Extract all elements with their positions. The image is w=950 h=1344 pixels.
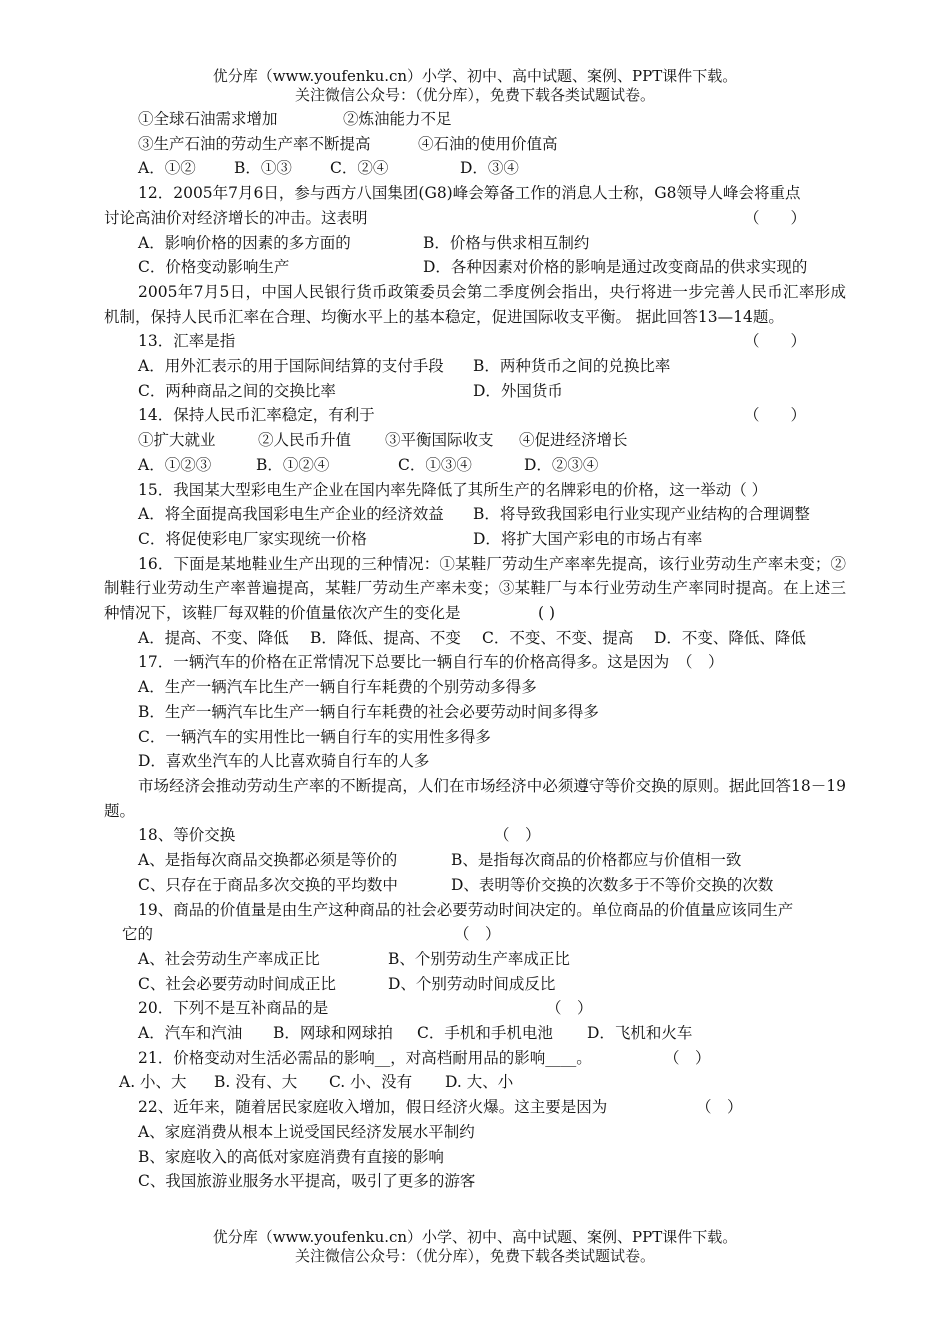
q15-option-c: C．将促使彩电厂家实现统一价格 bbox=[138, 529, 367, 548]
q11-option-c: C．②④ bbox=[330, 159, 389, 178]
q13-options-row2 bbox=[104, 379, 846, 404]
q21-option-d: D. 大、小 bbox=[445, 1073, 514, 1092]
q14-option-a: A．①②③ bbox=[138, 455, 212, 474]
header-line-1: 优分库（www.youfenku.cn）小学、初中、高中试题、案例、PPT课件下载。 bbox=[212, 67, 738, 85]
q11-item-3: ③生产石油的劳动生产率不断提高 bbox=[138, 134, 371, 153]
q22-option-a: A、家庭消费从根本上说受国民经济发展水平制约 bbox=[138, 1122, 475, 1141]
q12-option-a: A．影响价格的因素的多方面的 bbox=[138, 233, 351, 252]
q18-option-a: A、是指每次商品交换都必须是等价的 bbox=[138, 851, 398, 870]
q12-option-d: D．各种因素对价格的影响是通过改变商品的供求实现的 bbox=[423, 258, 808, 277]
q16-options bbox=[104, 626, 846, 651]
q20-stem bbox=[104, 996, 846, 1021]
q14-options bbox=[104, 453, 846, 478]
q14-stem bbox=[104, 403, 846, 428]
q18-option-b: B、是指每次商品的价格都应与价值相一致 bbox=[451, 851, 742, 870]
q11-item-1: ①全球石油需求增加 bbox=[138, 110, 278, 128]
footer-line-1: 优分库（www.youfenku.cn）小学、初中、高中试题、案例、PPT课件下载。 bbox=[212, 1228, 738, 1246]
q18-option-d: D、表明等价交换的次数多于不等价交换的次数 bbox=[451, 875, 774, 894]
q14-option-c: C．①③④ bbox=[398, 455, 472, 474]
q15-options-row2 bbox=[104, 527, 846, 552]
q18-options-row2 bbox=[104, 873, 846, 898]
q16-option-d: D．不变、降低、降低 bbox=[654, 628, 806, 647]
q14-option-b: B．①②④ bbox=[256, 455, 330, 474]
q19-options-row2 bbox=[104, 972, 846, 997]
q17-option-b: B．生产一辆汽车比生产一辆自行车耗费的社会必要劳动时间多得多 bbox=[138, 702, 599, 721]
q18-stem-text: 18、等价交换 bbox=[138, 826, 236, 845]
q20-option-a: A．汽车和汽油 bbox=[138, 1024, 243, 1043]
q20-stem-text: 20．下列不是互补商品的是 bbox=[138, 999, 329, 1018]
q14-option-d: D．②③④ bbox=[524, 455, 599, 474]
q16-option-c: C．不变、不变、提高 bbox=[482, 628, 634, 647]
q17-stem: 17．一辆汽车的价格在正常情况下总要比一辆自行车的价格高得多。这是因为 （ ） bbox=[138, 653, 724, 672]
q19-stem-line-1: 19、商品的价值量是由生产这种商品的社会必要劳动时间决定的。单位商品的价值量应该同生产 bbox=[138, 900, 794, 919]
q14-item-3: ③平衡国际收支 bbox=[385, 431, 494, 450]
q13-answer-blank: （ ） bbox=[744, 332, 807, 351]
q11-item-4: ④石油的使用价值高 bbox=[418, 134, 558, 153]
page-footer bbox=[0, 1228, 950, 1266]
q14-answer-blank: （ ） bbox=[744, 406, 807, 425]
q13-option-a: A．用外汇表示的用于国际间结算的支付手段 bbox=[138, 357, 444, 376]
q18-options-row1 bbox=[104, 848, 846, 873]
q21-answer-blank: （ ） bbox=[664, 1048, 711, 1067]
footer-line-2: 关注微信公众号：（优分库），免费下载各类试题试卷。 bbox=[294, 1247, 655, 1265]
q22-answer-blank: （ ） bbox=[696, 1098, 743, 1117]
q13-option-d: D．外国货币 bbox=[473, 381, 563, 400]
q15-options-row1 bbox=[104, 502, 846, 527]
q15-option-a: A．将全面提高我国彩电生产企业的经济效益 bbox=[138, 505, 444, 524]
q13-option-b: B．两种货币之间的兑换比率 bbox=[473, 357, 671, 376]
q12-option-c: C．价格变动影响生产 bbox=[138, 258, 290, 277]
q16-option-b: B．降低、提高、不变 bbox=[310, 628, 461, 647]
q12-options-row2 bbox=[104, 255, 846, 280]
q15-stem: 15．我国某大型彩电生产企业在国内率先降低了其所生产的名牌彩电的价格，这一举动（ ） bbox=[138, 480, 768, 499]
q22-option-c: C、我国旅游业服务水平提高，吸引了更多的游客 bbox=[138, 1172, 476, 1191]
q14-item-4: ④促进经济增长 bbox=[519, 431, 628, 450]
q21-options bbox=[104, 1070, 846, 1095]
q20-answer-blank: （ ） bbox=[546, 999, 593, 1018]
q19-answer-blank: （ ） bbox=[454, 925, 501, 944]
q19-option-c: C、社会必要劳动时间成正比 bbox=[138, 974, 336, 993]
q12-answer-blank: （ ） bbox=[744, 208, 807, 227]
q11-items-row1 bbox=[104, 107, 846, 132]
q20-option-c: C．手机和手机电池 bbox=[417, 1024, 553, 1043]
q19-option-d: D、个别劳动时间成反比 bbox=[388, 974, 556, 993]
header-line-2: 关注微信公众号：（优分库），免费下载各类试题试卷。 bbox=[294, 86, 655, 104]
q13-stem bbox=[104, 329, 846, 354]
q19-options-row1 bbox=[104, 947, 846, 972]
q22-stem-text: 22、近年来，随着居民家庭收入增加，假日经济火爆。这主要是因为 bbox=[138, 1098, 608, 1117]
q21-option-a: A. 小、大 bbox=[119, 1073, 187, 1092]
q14-stem-text: 14．保持人民币汇率稳定，有利于 bbox=[138, 406, 375, 425]
q14-item-1: ①扩大就业 bbox=[138, 431, 216, 450]
q19-option-b: B、个别劳动生产率成正比 bbox=[388, 949, 570, 968]
passage-18-19: 市场经济会推动劳动生产率的不断提高，人们在市场经济中必须遵守等价交换的原则。据此回答18－19题。 bbox=[104, 776, 846, 820]
page-header bbox=[0, 67, 950, 105]
passage-13-14: 2005年7月5日，中国人民银行货币政策委员会第二季度例会指出，央行将进一步完善人民币汇率形成机制，保持人民币汇率在合理、均衡水平上的基本稳定，促进国际收支平衡。 据此回答13—14题。 bbox=[104, 282, 846, 326]
q18-answer-blank: （ ） bbox=[494, 826, 541, 845]
q21-option-c: C. 小、没有 bbox=[329, 1073, 413, 1092]
q11-option-b: B．①③ bbox=[234, 159, 292, 178]
q12-stem-line-2 bbox=[104, 206, 846, 231]
q15-option-b: B．将导致我国彩电行业实现产业结构的合理调整 bbox=[473, 505, 810, 524]
q15-option-d: D．将扩大国产彩电的市场占有率 bbox=[473, 529, 703, 548]
q16-stem: 16．下面是某地鞋业生产出现的三种情况：①某鞋厂劳动生产率率先提高，该行业劳动生产率未变；②制鞋行业劳动生产率普遍提高，某鞋厂劳动生产率未变；③某鞋厂与本行业劳动生产率同时提高。在上述三种情况下，该鞋厂每双鞋的价值量依次产生的变化是 ( ) bbox=[104, 554, 846, 623]
q14-item-2: ②人民币升值 bbox=[258, 431, 352, 450]
q12-stem-text: 讨论高油价对经济增长的冲击。这表明 bbox=[104, 208, 368, 227]
q12-options-row1 bbox=[104, 231, 846, 256]
exam-content bbox=[104, 107, 846, 1194]
q13-option-c: C．两种商品之间的交换比率 bbox=[138, 381, 336, 400]
q18-stem bbox=[104, 823, 846, 848]
q12-stem-line-1: 12．2005年7月6日，参与西方八国集团(G8)峰会筹备工作的消息人士称，G8领导人峰会将重点 bbox=[138, 184, 801, 203]
q11-items-row2 bbox=[104, 132, 846, 157]
q17-option-c: C．一辆汽车的实用性比一辆自行车的实用性多得多 bbox=[138, 727, 491, 746]
q19-option-a: A、社会劳动生产率成正比 bbox=[138, 949, 320, 968]
q11-options bbox=[104, 156, 846, 181]
q16-option-a: A．提高、不变、降低 bbox=[138, 628, 289, 647]
q11-item-2: ②炼油能力不足 bbox=[343, 110, 452, 128]
q21-option-b: B. 没有、大 bbox=[214, 1073, 298, 1092]
q13-options-row1 bbox=[104, 354, 846, 379]
q20-option-b: B．网球和网球拍 bbox=[273, 1024, 393, 1043]
q22-option-b: B、家庭收入的高低对家庭消费有直接的影响 bbox=[138, 1147, 444, 1166]
q21-stem-text: 21．价格变动对生活必需品的影响__，对高档耐用品的影响____。 bbox=[138, 1048, 592, 1067]
q19-stem-text: 它的 bbox=[122, 925, 154, 944]
q13-stem-text: 13．汇率是指 bbox=[138, 332, 236, 351]
q17-option-a: A．生产一辆汽车比生产一辆自行车耗费的个别劳动多得多 bbox=[138, 678, 537, 697]
q19-stem-line-2 bbox=[104, 922, 846, 947]
q17-option-d: D．喜欢坐汽车的人比喜欢骑自行车的人多 bbox=[138, 752, 430, 771]
q11-option-a: A．①② bbox=[138, 159, 196, 178]
q20-option-d: D．飞机和火车 bbox=[587, 1024, 693, 1043]
q21-stem bbox=[104, 1046, 846, 1071]
q14-items bbox=[104, 428, 846, 453]
q12-option-b: B．价格与供求相互制约 bbox=[423, 233, 590, 252]
q20-options bbox=[104, 1021, 846, 1046]
q11-option-d: D．③④ bbox=[460, 159, 519, 178]
q18-option-c: C、只存在于商品多次交换的平均数中 bbox=[138, 875, 398, 894]
q22-stem bbox=[104, 1095, 846, 1120]
